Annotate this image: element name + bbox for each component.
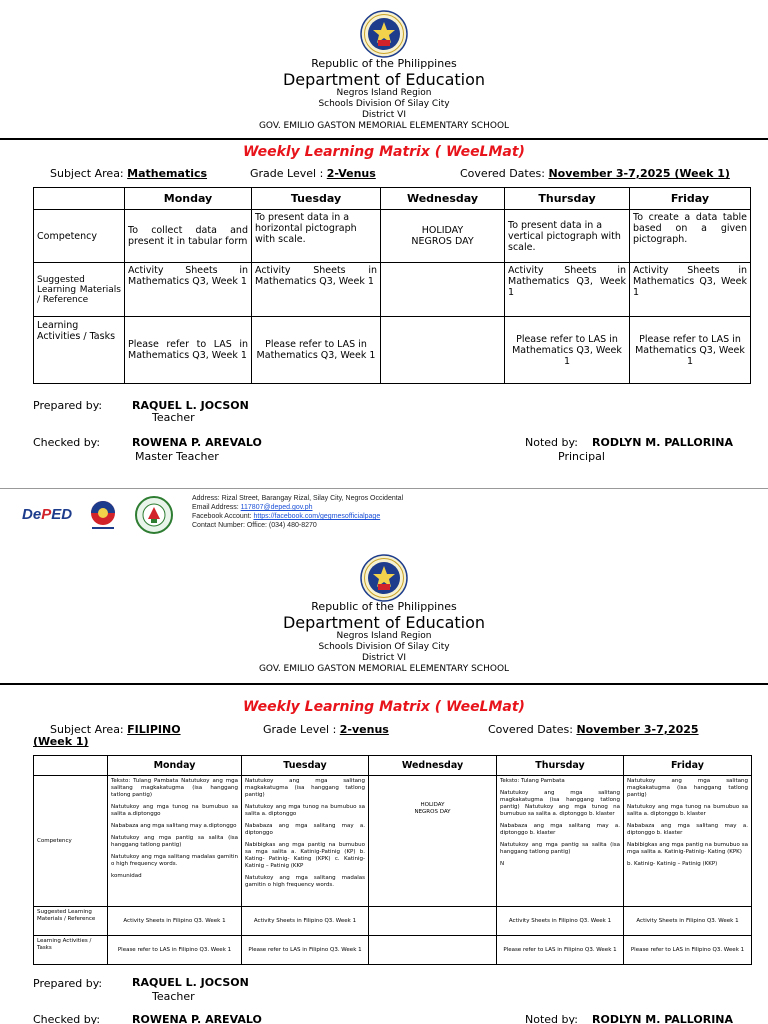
- table-row: [34, 776, 752, 907]
- prepared-by-role: Teacher: [152, 990, 195, 1003]
- checked-by-role: Master Teacher: [135, 450, 219, 463]
- header-divider: [0, 138, 768, 140]
- footer-facebook: Facebook Account: https://facebook.com/gegmesofficialpage: [192, 513, 381, 520]
- header-region: Negros Island Region: [336, 88, 432, 98]
- deped-logo: DePED: [22, 506, 73, 523]
- checked-by-name: ROWENA P. AREVALO: [132, 1013, 262, 1024]
- footer-divider: [0, 488, 768, 489]
- weekly-matrix-mathematics: [33, 187, 751, 384]
- weekly-matrix-filipino: [33, 755, 752, 965]
- table-cell: Please refer to LAS in Filipino Q3. Week 1: [497, 936, 624, 965]
- row-label: Learning Activities / Tasks: [34, 317, 125, 384]
- header-department: Department of Education: [282, 70, 486, 89]
- row-label: Learning Activities / Tasks: [34, 936, 108, 965]
- grade-level: Grade Level : 2-venus: [263, 723, 389, 736]
- day-header: Tuesday: [252, 188, 381, 210]
- footer-address: Address: Rizal Street, Barangay Rizal, Silay City, Negros Occidental: [192, 495, 404, 502]
- noted-by-role: Principal: [558, 450, 605, 463]
- table-cell: Please refer to LAS in Mathematics Q3, Week 1: [125, 317, 252, 384]
- table-cell: To collect data and present it in tabular form: [125, 210, 252, 263]
- table-row: [34, 907, 752, 936]
- header-blank: [34, 188, 125, 210]
- table-cell: To create a data table based on a given pictograph.: [630, 210, 751, 263]
- page-title: Weekly Learning Matrix ( WeeLMat): [243, 144, 525, 160]
- grade-level: Grade Level : 2-Venus: [250, 167, 376, 180]
- table-cell: [381, 263, 505, 317]
- header-republic: Republic of the Philippines: [311, 600, 457, 613]
- row-label: Competency: [34, 210, 125, 263]
- footer-contact-block: [192, 494, 403, 530]
- header-divider: [0, 683, 768, 685]
- table-row: [34, 936, 752, 965]
- header-blank: [34, 756, 108, 776]
- day-header: Thursday: [497, 756, 624, 776]
- table-cell: Please refer to LAS in Filipino Q3. Week 1: [108, 936, 242, 965]
- table-cell: Natutukoy ang mga salitang magkakatugma (isa hanggang tatlong pantig) Natutukoy ang mga tunog na bumubuo sa salita a. diptonggo Nababaza ang mga salitang may a. diptonggo Nabibigkas ang mga pantig na bumubuo sa mga salita a. Katinig-Patinig (KP) b. Kating- Patinig- Kating (KPK) c. Katinig- Katinig – Patinig (KKP Natutukoy ang mga salitang madalas gamitin o high frequency words.: [242, 776, 369, 907]
- footer-email: Email Address: 117807@deped.gov.ph: [192, 504, 313, 511]
- prepared-by-name: RAQUEL L. JOCSON: [132, 399, 249, 412]
- deped-seal-icon: [360, 554, 408, 602]
- table-cell: HOLIDAY NEGROS DAY: [381, 210, 505, 263]
- day-header: Monday: [108, 756, 242, 776]
- table-cell: Activity Sheets in Filipino Q3. Week 1: [497, 907, 624, 936]
- checked-by-label: Checked by:: [33, 1013, 101, 1024]
- table-cell: Activity Sheets in Mathematics Q3, Week 1: [252, 263, 381, 317]
- table-row: [34, 263, 751, 317]
- covered-dates: Covered Dates: November 3-7,2025: [488, 723, 699, 736]
- table-cell: Activity Sheets in Filipino Q3. Week 1: [108, 907, 242, 936]
- facebook-link[interactable]: https://facebook.com/gegmesofficialpage: [253, 513, 381, 520]
- dates-value: November 3-7,2025: [576, 723, 699, 736]
- header-school: GOV. EMILIO GASTON MEMORIAL ELEMENTARY SCHOOL: [258, 664, 510, 674]
- table-cell: To present data in a horizontal pictograph with scale.: [252, 210, 381, 263]
- table-cell: Teksto: Tulang Pambata Natutukoy ang mga salitang magkakatugma (isa hanggang tatlong pantig) Natutukoy ang mga tunog na bumubuo sa salita a. diptonggo b. klaster Nababaza ang mga salitang may a. diptonggo b. klaster Natutukoy ang mga pantig sa salita (isa hanggang tatlong pantig) N: [497, 776, 624, 907]
- checked-by-label: Checked by:: [33, 436, 101, 449]
- checked-by-name: ROWENA P. AREVALO: [132, 436, 262, 449]
- table-cell: [381, 317, 505, 384]
- covered-week: (Week 1): [33, 735, 89, 748]
- page-title: Weekly Learning Matrix ( WeeLMat): [243, 699, 525, 715]
- deped-seal-icon: [360, 10, 408, 58]
- row-label: Suggested Learning Materials / Reference: [34, 907, 108, 936]
- table-cell: Please refer to LAS in Mathematics Q3, Week 1: [252, 317, 381, 384]
- subject-value: FILIPINO: [127, 723, 181, 736]
- table-cell: Activity Sheets in Filipino Q3. Week 1: [242, 907, 369, 936]
- table-cell: Activity Sheets in Mathematics Q3, Week 1: [630, 263, 751, 317]
- table-cell: [369, 907, 497, 936]
- table-row: [34, 317, 751, 384]
- prepared-by-label: Prepared by:: [33, 977, 103, 990]
- table-cell: Please refer to LAS in Mathematics Q3, Week 1: [505, 317, 630, 384]
- day-header: Friday: [630, 188, 751, 210]
- table-cell: Activity Sheets in Mathematics Q3, Week 1: [505, 263, 630, 317]
- footer-contact-number: Contact Number: Office: (034) 480-8270: [192, 522, 317, 529]
- table-cell: Please refer to LAS in Filipino Q3. Week 1: [242, 936, 369, 965]
- day-header: Friday: [624, 756, 752, 776]
- table-header-row: [34, 188, 751, 210]
- table-cell: Activity Sheets in Mathematics Q3, Week 1: [125, 263, 252, 317]
- header-region: Negros Island Region: [336, 631, 432, 641]
- day-header: Wednesday: [369, 756, 497, 776]
- table-cell: [369, 936, 497, 965]
- noted-by-name: RODLYN M. PALLORINA: [592, 1013, 734, 1024]
- table-cell: Activity Sheets in Filipino Q3. Week 1: [624, 907, 752, 936]
- noted-by-label: Noted by:: [525, 1013, 578, 1024]
- dates-value: November 3-7,2025 (Week 1): [548, 167, 730, 180]
- prepared-by-role: Teacher: [152, 411, 195, 424]
- row-label: Suggested Learning Materials / Reference: [34, 263, 125, 317]
- day-header: Monday: [125, 188, 252, 210]
- day-header: Wednesday: [381, 188, 505, 210]
- table-header-row: [34, 756, 752, 776]
- header-department: Department of Education: [282, 613, 486, 632]
- header-division: Schools Division Of Silay City: [318, 99, 450, 109]
- grade-value: 2-Venus: [326, 167, 376, 180]
- day-header: Tuesday: [242, 756, 369, 776]
- header-republic: Republic of the Philippines: [311, 57, 457, 70]
- noted-by-label: Noted by:: [525, 436, 578, 449]
- prepared-by-name: RAQUEL L. JOCSON: [132, 976, 249, 989]
- table-cell: To present data in a vertical pictograph with scale.: [505, 210, 630, 263]
- grade-value: 2-venus: [339, 723, 389, 736]
- table-cell: Natutukoy ang mga salitang magkakatugma (isa hanggang tatlong pantig) Natutukoy ang mga tunog na bumubuo sa salita a. diptonggo b. klaster Nababaza ang mga salitang may a. diptonggo b. klaster Nabibigkas ang mga pantig na bumubuo sa mga salita a. Katinig-Patinig- Kating (KPK) b. Katinig- Katinig – Patinig (KKP): [624, 776, 752, 907]
- bagong-pilipinas-logo-icon: [86, 498, 120, 532]
- header-division: Schools Division Of Silay City: [318, 642, 450, 652]
- school-seal-icon: [134, 495, 174, 535]
- table-cell: Teksto: Tulang Pambata Natutukoy ang mga salitang magkakatugma (isa hanggang tatlong pantig) Natutukoy ang mga tunog na bumubuo sa salita a.diptonggo Nababaza ang mga salitang may a.diptonggo Natutukoy ang mga pantig sa salita (isa hanggang tatlong pantig) Natutukoy ang mga salitang madalas gamitin o high frequency words. komunidad: [108, 776, 242, 907]
- header-district: District VI: [362, 110, 406, 120]
- table-cell: Please refer to LAS in Mathematics Q3, Week 1: [630, 317, 751, 384]
- noted-by-name: RODLYN M. PALLORINA: [592, 436, 734, 449]
- table-row: [34, 210, 751, 263]
- subject-area: Subject Area: FILIPINO: [50, 723, 181, 736]
- prepared-by-label: Prepared by:: [33, 399, 103, 412]
- row-label: Competency: [34, 776, 108, 907]
- subject-value: Mathematics: [127, 167, 208, 180]
- email-link[interactable]: 117807@deped.gov.ph: [240, 504, 313, 511]
- header-school: GOV. EMILIO GASTON MEMORIAL ELEMENTARY SCHOOL: [258, 121, 510, 131]
- table-cell: Please refer to LAS in Filipino Q3. Week 1: [624, 936, 752, 965]
- covered-dates: Covered Dates: November 3-7,2025 (Week 1): [460, 167, 730, 180]
- subject-area: Subject Area: Mathematics: [50, 167, 208, 180]
- day-header: Thursday: [505, 188, 630, 210]
- table-cell: HOLIDAY NEGROS DAY: [369, 776, 497, 907]
- header-district: District VI: [362, 653, 406, 663]
